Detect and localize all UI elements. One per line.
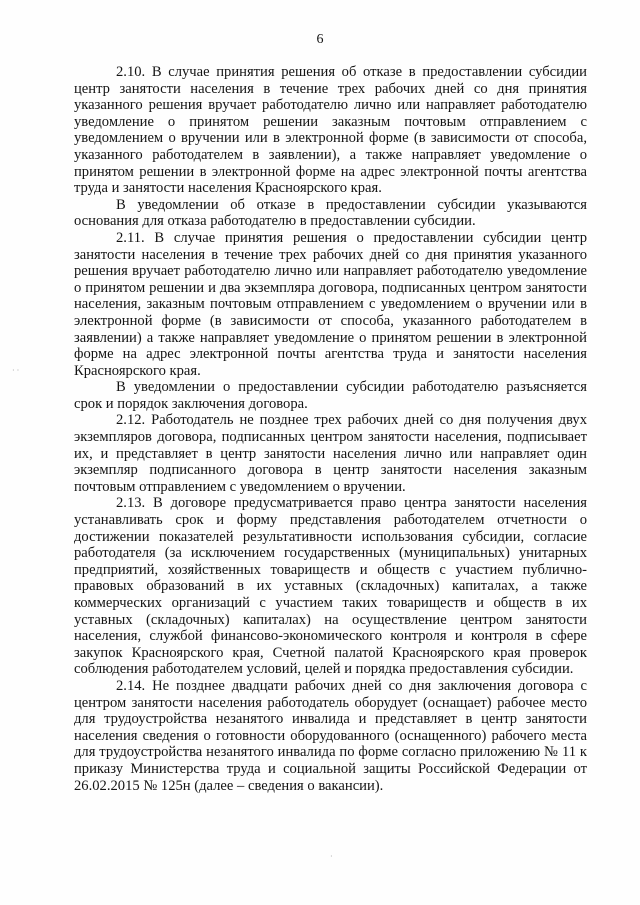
document-body [74,64,587,794]
paragraph-2-10: 2.10. В случае принятия решения об отказе в предоставлении субсидии центр занятости населения в течение трех рабочих дней со дня принятия указанного решения вручает работодателю лично или направляет работодателю уведомление о принятом решении заказным почтовым отправлением с уведомлением о вручении или в электронной форме (в зависимости от способа, указанного работодателем в заявлении), а также направляет уведомление о принятом решении в электронной форме на адрес электронной почты агентства труда и занятости населения Красноярского края. [74,64,587,197]
paragraph-2-13: 2.13. В договоре предусматривается право центра занятости населения устанавливать срок и форму представления работодателем отчетности о достижении показателей результативности использования субсидии, согласие работодателя (за исключением государственных (муниципальных) унитарных предприятий, хозяйственных товариществ и обществ с участием публично-правовых образований в их уставных (складочных) капиталах, а также коммерческих организаций с участием таких товариществ и обществ в их уставных (складочных) капиталах) на осуществление центром занятости населения, службой финансово-экономического контроля и контроля в сфере закупок Красноярского края, Счетной палатой Красноярского края проверок соблюдения работодателем условий, целей и порядка предоставления субсидии. [74,495,587,678]
paragraph-2-11: 2.11. В случае принятия решения о предоставлении субсидии центр занятости населения в течение трех рабочих дней со дня принятия указанного решения вручает работодателю лично или направляет работодателю уведомление о принятом решении и два экземпляра договора, подписанных центром занятости населения, заказным почтовым отправлением с уведомлением о вручении или в электронной форме (в зависимости от способа, указанного работодателем в заявлении) а также направляет уведомление о принятом решении в электронной форме на адрес электронной почты агентства труда и занятости населения Красноярского края. [74,229,587,379]
paragraph-2-14: 2.14. Не позднее двадцати рабочих дней со дня заключения договора с центром занятости населения работодатель оборудует (оснащает) рабочее место для трудоустройства незанятого инвалида и представляет в центр занятости населения сведения о готовности оборудованного (оснащенного) рабочего места для трудоустройства незанятого инвалида по форме согласно приложению № 11 к приказу Министерства труда и социальной защиты Российской Федерации от 26.02.2015 № 125н (далее – сведения о вакансии). [74,677,587,794]
paragraph-2-12: 2.12. Работодатель не позднее трех рабочих дней со дня получения двух экземпляров договора, подписанных центром занятости населения, подписывает их, и представляет в центр занятости населения лично или направляет один экземпляр подписанного договора в центр занятости населения заказным почтовым отправлением с уведомлением о вручении. [74,412,587,495]
scan-speck: · [330,852,333,861]
page-number: 6 [316,32,324,47]
paragraph-refusal-notice: В уведомлении об отказе в предоставлении субсидии указываются основания для отказа работодателю в предоставлении субсидии. [74,196,587,230]
paragraph-grant-notice: В уведомлении о предоставлении субсидии работодателю разъясняется срок и порядок заключения договора. [74,379,587,412]
scan-speck: · · [12,366,20,375]
